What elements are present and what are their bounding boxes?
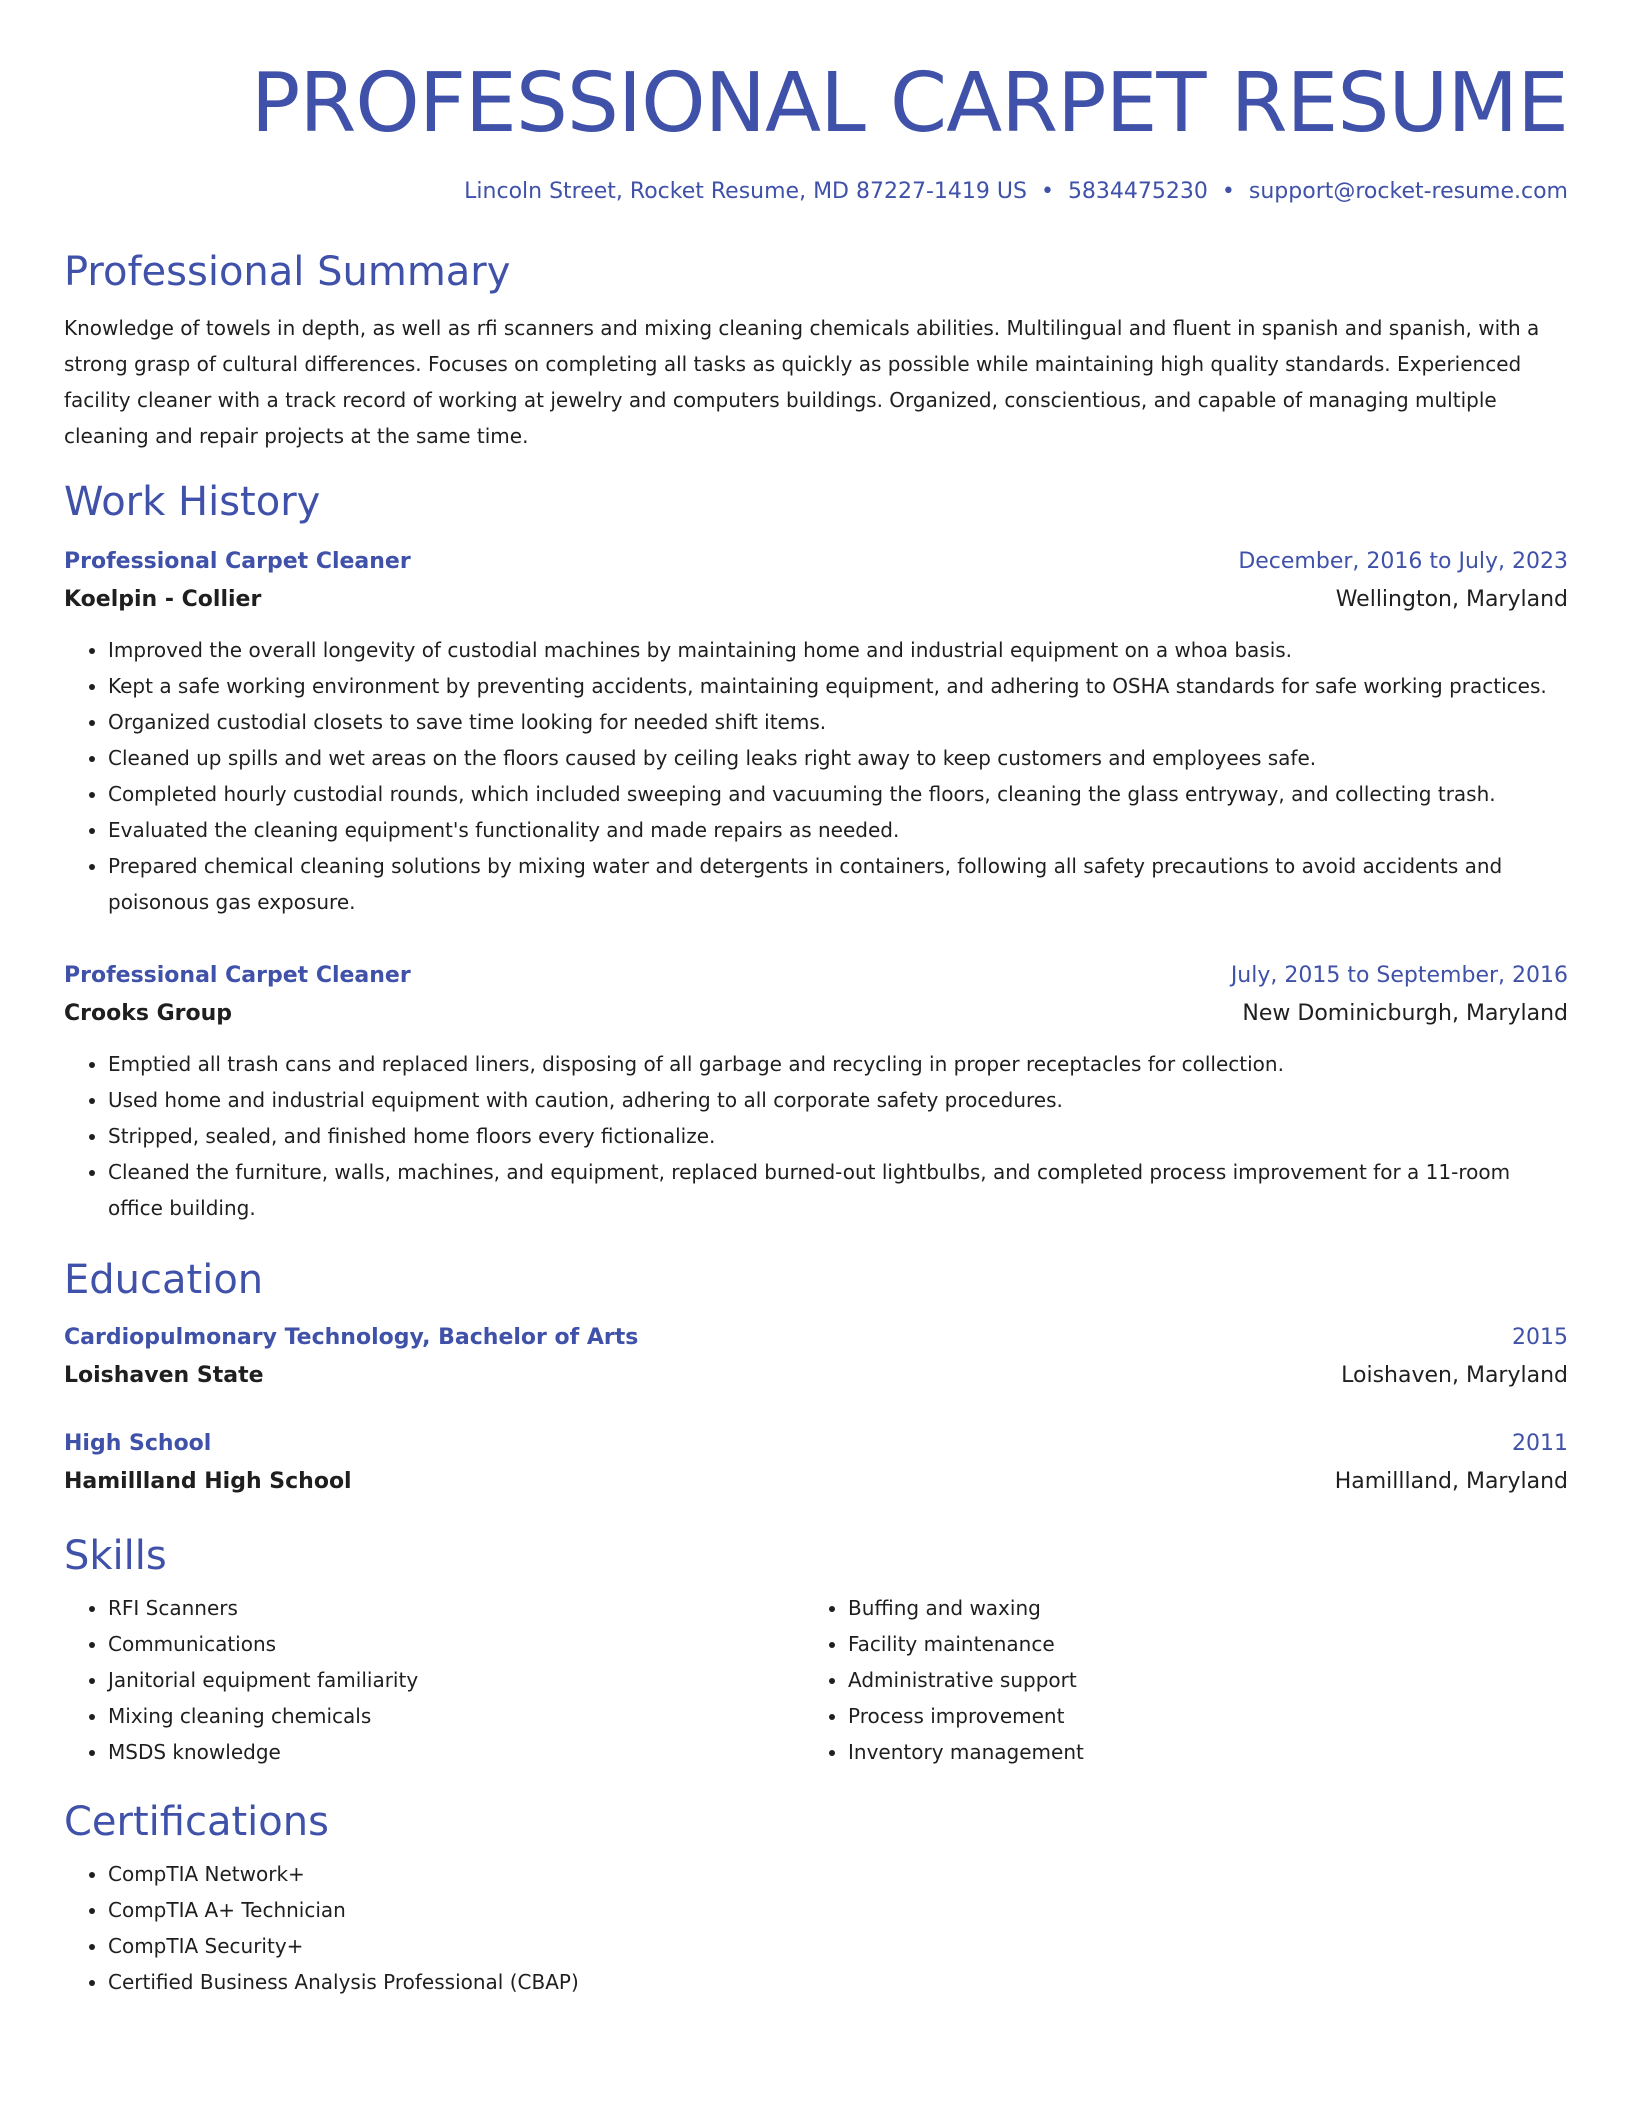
job-company: Koelpin - Collier <box>64 587 262 612</box>
certifications-section <box>64 1856 1568 2000</box>
education-heading: Education <box>64 1257 264 1303</box>
summary-heading: Professional Summary <box>64 249 511 295</box>
list-item: • Inventory management <box>848 1734 1544 1770</box>
list-item: • Certified Business Analysis Professional (CBAP) <box>108 1964 1568 2000</box>
contact-line <box>64 176 1568 208</box>
list-item: • Completed hourly custodial rounds, which included sweeping and vacuuming the floors, cleaning the glass entryway, and collecting trash. <box>108 776 1568 812</box>
list-item: • CompTIA A+ Technician <box>108 1892 1568 1928</box>
summary-text: Knowledge of towels in depth, as well as rfi scanners and mixing cleaning chemicals abilities. Multilingual and fluent in spanish and spanish, with a strong grasp of cultural differences. Focuses on completing all tasks as quickly as possible while maintaining high quality standards. Experienced facility cleaner with a track record of working at jewelry and computers buildings. Organized, conscientious, and capable of managing multiple cleaning and repair projects at the same time. <box>64 316 1540 448</box>
list-item: • Improved the overall longevity of custodial machines by maintaining home and industrial equipment on a whoa basis. <box>108 632 1568 668</box>
job-location: Wellington, Maryland <box>1335 587 1568 612</box>
education-year: 2015 <box>1512 1325 1568 1350</box>
education-location: Loishaven, Maryland <box>1341 1363 1568 1388</box>
list-item: • Stripped, sealed, and finished home floors every fictionalize. <box>108 1118 1568 1154</box>
list-item: • Cleaned the furniture, walls, machines, and equipment, replaced burned-out lightbulbs, and completed process improvement for a 11-room office building. <box>108 1154 1568 1226</box>
education-entry <box>64 1320 1568 1396</box>
skills-list-right <box>804 1590 1544 1770</box>
job-duties-list <box>64 632 1568 920</box>
certifications-heading: Certifications <box>64 1799 329 1845</box>
list-item: • RFI Scanners <box>108 1590 804 1626</box>
education-degree: High School <box>64 1431 212 1456</box>
education-degree: Cardiopulmonary Technology, Bachelor of Arts <box>64 1325 639 1350</box>
resume-page <box>64 0 1568 2000</box>
list-item: • Buffing and waxing <box>848 1590 1544 1626</box>
job-dates: December, 2016 to July, 2023 <box>1238 549 1568 574</box>
list-item: • Prepared chemical cleaning solutions by mixing water and detergents in containers, following all safety precautions to avoid accidents and poisonous gas exposure. <box>108 848 1568 920</box>
job-location: New Dominicburgh, Maryland <box>1242 1001 1568 1026</box>
education-location: Hamillland, Maryland <box>1334 1469 1568 1494</box>
job-position: Professional Carpet Cleaner <box>64 549 411 574</box>
skills-heading: Skills <box>64 1533 167 1579</box>
contact-address: Lincoln Street, Rocket Resume, MD 87227-1419 US <box>464 179 1027 204</box>
list-item: • Process improvement <box>848 1698 1544 1734</box>
list-item: • Mixing cleaning chemicals <box>108 1698 804 1734</box>
contact-separator: • <box>1040 179 1054 204</box>
job-entry <box>64 544 1568 920</box>
job-duties-list <box>64 1046 1568 1226</box>
contact-separator: • <box>1221 179 1235 204</box>
job-position: Professional Carpet Cleaner <box>64 963 411 988</box>
education-year: 2011 <box>1512 1431 1568 1456</box>
job-dates: July, 2015 to September, 2016 <box>1230 963 1568 988</box>
list-item: • Kept a safe working environment by preventing accidents, maintaining equipment, and adhering to OSHA standards for safe working practices. <box>108 668 1568 704</box>
list-item: • MSDS knowledge <box>108 1734 804 1770</box>
job-company: Crooks Group <box>64 1001 233 1026</box>
certifications-list <box>64 1856 1568 2000</box>
list-item: • Used home and industrial equipment with caution, adhering to all corporate safety procedures. <box>108 1082 1568 1118</box>
list-item: • Facility maintenance <box>848 1626 1544 1662</box>
list-item: • Evaluated the cleaning equipment's functionality and made repairs as needed. <box>108 812 1568 848</box>
list-item: • CompTIA Security+ <box>108 1928 1568 1964</box>
skills-columns <box>64 1590 1568 1770</box>
education-entry <box>64 1426 1568 1502</box>
resume-name: PROFESSIONAL CARPET RESUME <box>250 56 1568 151</box>
list-item: • Communications <box>108 1626 804 1662</box>
job-entry <box>64 958 1568 1226</box>
contact-phone: 5834475230 <box>1067 179 1208 204</box>
education-school: Hamillland High School <box>64 1469 352 1494</box>
list-item: • Janitorial equipment familiarity <box>108 1662 804 1698</box>
education-school: Loishaven State <box>64 1363 264 1388</box>
list-item: • CompTIA Network+ <box>108 1856 1568 1892</box>
skills-list-left <box>64 1590 804 1770</box>
contact-email: support@rocket-resume.com <box>1248 179 1568 204</box>
list-item: • Emptied all trash cans and replaced liners, disposing of all garbage and recycling in proper receptacles for collection. <box>108 1046 1568 1082</box>
list-item: • Organized custodial closets to save time looking for needed shift items. <box>108 704 1568 740</box>
list-item: • Cleaned up spills and wet areas on the floors caused by ceiling leaks right away to keep customers and employees safe. <box>108 740 1568 776</box>
work-history-heading: Work History <box>64 479 321 525</box>
list-item: • Administrative support <box>848 1662 1544 1698</box>
